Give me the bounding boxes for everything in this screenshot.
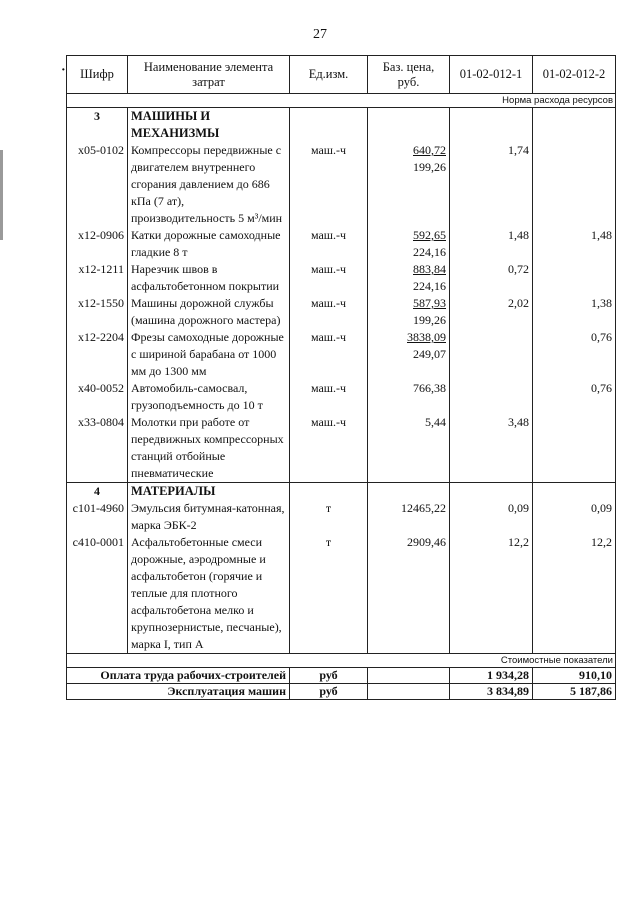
header-col-b: 01-02-012-2 [533,56,616,94]
total-unit: руб [290,668,368,684]
resource-unit: маш.-ч [290,227,368,261]
base-price: 766,38 [413,381,446,395]
norm-row [67,94,616,108]
cost-label: Стоимостные показатели [67,654,616,668]
header-name: Наименование элемента затрат [128,56,290,94]
resource-name: Молотки при работе от передвижных компрессорных станций отбойные пневматические [128,414,290,483]
table-row [67,534,616,654]
resource-name: Нарезчик швов в асфальтобетонном покрытии [128,261,290,295]
norm-col-a: 2,02 [450,295,533,329]
resource-price: 2909,46 [368,534,450,654]
base-price: 587,93 [413,296,446,310]
table-row [67,295,616,329]
section-number: 3 [67,108,128,143]
norm-col-a: 0,09 [450,500,533,534]
total-label: Оплата труда рабочих-строителей [67,668,290,684]
resource-unit: маш.-ч [290,261,368,295]
resource-name: Автомобиль-самосвал, грузоподъемность до 10 т [128,380,290,414]
norm-col-a: 1,48 [450,227,533,261]
norm-col-b [533,414,616,483]
resource-unit: маш.-ч [290,142,368,227]
table-row [67,227,616,261]
labor-price: 199,26 [413,160,446,174]
page-number: 27 [313,27,327,42]
base-price: 5,44 [425,415,446,429]
cost-row [67,654,616,668]
resource-name: Эмульсия битумная-катонная, марка ЭБК-2 [128,500,290,534]
resource-price [368,295,450,329]
norm-col-b [533,261,616,295]
header-code: Шифр [67,56,128,94]
resource-price [368,414,450,483]
total-col-a: 1 934,28 [450,668,533,684]
table-header [67,56,616,94]
norm-col-b: 0,76 [533,380,616,414]
resource-price [368,380,450,414]
resource-unit: т [290,534,368,654]
table-row [67,414,616,483]
resource-unit: маш.-ч [290,329,368,380]
resource-price [368,227,450,261]
header-unit: Ед.изм. [290,56,368,94]
norm-col-a: 0,72 [450,261,533,295]
labor-price: 249,07 [413,347,446,361]
resource-code: х12-2204 [67,329,128,380]
table-row [67,142,616,227]
resource-code: х33-0804 [67,414,128,483]
resource-code: х05-0102 [67,142,128,227]
scan-edge-mark [0,150,3,240]
resource-unit: маш.-ч [290,295,368,329]
norm-label: Норма расхода ресурсов [67,94,616,108]
total-unit: руб [290,684,368,700]
table-row [67,329,616,380]
header-col-a: 01-02-012-1 [450,56,533,94]
resource-unit: маш.-ч [290,414,368,483]
total-col-b: 5 187,86 [533,684,616,700]
norm-col-b: 0,76 [533,329,616,380]
norm-col-b: 1,38 [533,295,616,329]
table-row [67,261,616,295]
resource-price [368,142,450,227]
base-price: 640,72 [413,143,446,157]
resource-code: х12-1550 [67,295,128,329]
labor-price: 199,26 [413,313,446,327]
base-price: 592,65 [413,228,446,242]
resource-code: с101-4960 [67,500,128,534]
resource-price [368,261,450,295]
resource-name: Машины дорожной службы (машина дорожного мастера) [128,295,290,329]
resource-code: с410-0001 [67,534,128,654]
bullet-mark: · [61,63,66,78]
section-materials [67,483,616,501]
total-row [67,668,616,684]
resource-price [368,329,450,380]
section-title: МАШИНЫ И МЕХАНИЗМЫ [128,108,290,143]
table-row [67,500,616,534]
labor-price: 224,16 [413,245,446,259]
total-empty [368,684,450,700]
total-empty [368,668,450,684]
base-price: 3838,09 [407,330,446,344]
resource-name: Компрессоры передвижные с двигателем внутреннего сгорания давлением до 686 кПа (7 ат), производительность 5 м³/мин [128,142,290,227]
section-machines [67,108,616,143]
header-price: Баз. цена, руб. [368,56,450,94]
norm-col-a [450,380,533,414]
resource-code: х12-1211 [67,261,128,295]
resource-name: Фрезы самоходные дорожные с шириной барабана от 1000 мм до 1300 мм [128,329,290,380]
norm-col-b: 12,2 [533,534,616,654]
norm-col-a: 3,48 [450,414,533,483]
total-row [67,684,616,700]
norm-col-a [450,329,533,380]
norm-col-b: 0,09 [533,500,616,534]
resource-code: х12-0906 [67,227,128,261]
labor-price: 224,16 [413,279,446,293]
norm-col-a: 1,74 [450,142,533,227]
resource-unit: т [290,500,368,534]
section-title: МАТЕРИАЛЫ [128,483,290,501]
section-number: 4 [67,483,128,501]
norm-col-b: 1,48 [533,227,616,261]
resource-table [66,55,616,700]
resource-unit: маш.-ч [290,380,368,414]
resource-price: 12465,22 [368,500,450,534]
resource-name: Асфальтобетонные смеси дорожные, аэродромные и асфальтобетон (горячие и теплые для плотного асфальтобетона мелко и крупнозернистые, песчаные), марка I, тип А [128,534,290,654]
resource-code: х40-0052 [67,380,128,414]
resource-name: Катки дорожные самоходные гладкие 8 т [128,227,290,261]
norm-col-a: 12,2 [450,534,533,654]
norm-col-b [533,142,616,227]
base-price: 883,84 [413,262,446,276]
total-col-a: 3 834,89 [450,684,533,700]
total-col-b: 910,10 [533,668,616,684]
total-label: Эксплуатация машин [67,684,290,700]
table-row [67,380,616,414]
